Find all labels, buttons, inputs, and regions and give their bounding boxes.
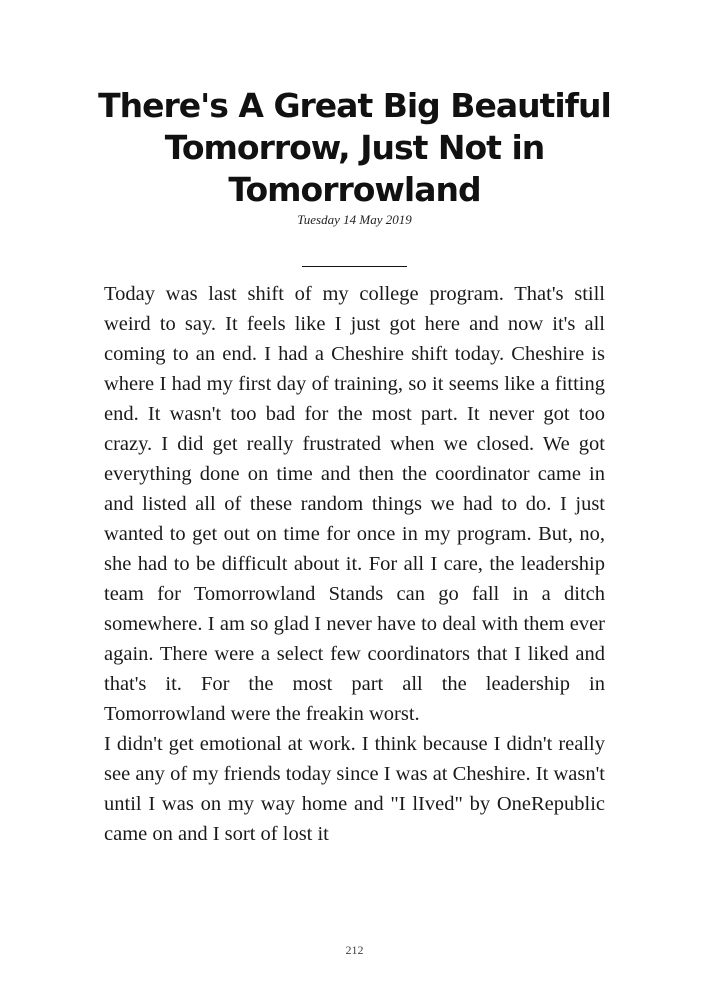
body-paragraph: I didn't get emotional at work. I think because I didn't really see any of my friends today since I was at Cheshire. It wasn't until I was on my way home and "I lIved" by OneRepublic came on and I sort of lost it <box>104 733 605 845</box>
title-divider <box>302 266 407 267</box>
entry-body <box>104 279 605 849</box>
entry-title: There's A Great Big Beautiful Tomorrow, Just Not in Tomorrowland <box>98 86 611 209</box>
page-number: 212 <box>345 943 364 957</box>
body-paragraph: Today was last shift of my college program. That's still weird to say. It feels like I just got here and now it's all coming to an end. I had a Cheshire shift today. Cheshire is where I had my first day of training, so it seems like a fitting end. It wasn't too bad for the most part. It never got too crazy. I did get really frustrated when we closed. We got everything done on time and then the coordinator came in and listed all of these random things we had to do. I just wanted to get out on time for once in my program. But, no, she had to be difficult about it. For all I care, the leadership team for Tomorrowland Stands can go fall in a ditch somewhere. I am so glad I never have to deal with them ever again. There were a select few coordinators that I liked and that's it. For the most part all the leadership in Tomorrowland were the freakin worst. <box>104 283 605 725</box>
entry-date: Tuesday 14 May 2019 <box>297 212 412 227</box>
